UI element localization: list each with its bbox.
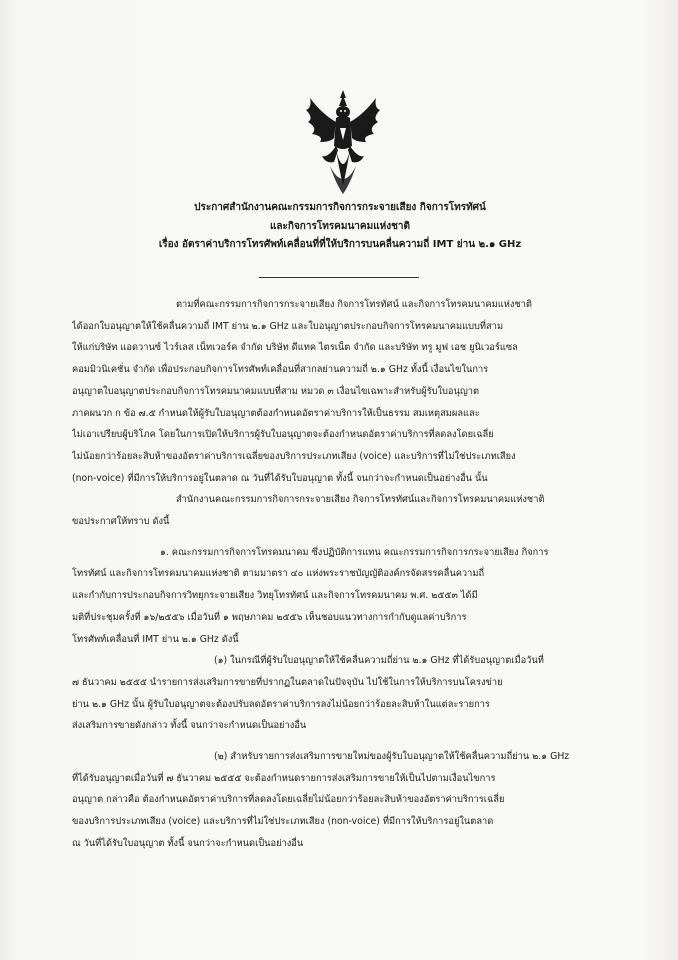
body-line: อนุญาต กล่าวคือ ต้องกำหนดอัตราค่าบริการที่ลดลงโดยเฉลี่ยไม่น้อยกว่าร้อยละสิบห้าของอัตราค่าบริการเฉลี่ย (72, 794, 505, 806)
body-line: ได้ออกใบอนุญาตให้ใช้คลื่นความถี่ IMT ย่าน ๒.๑ GHz และใบอนุญาตประกอบกิจการโทรคมนาคมแบบที่สาม (72, 320, 504, 332)
body-line: ณ วันที่ได้รับใบอนุญาต ทั้งนี้ จนกว่าจะกำหนดเป็นอย่างอื่น (72, 837, 304, 849)
body-line: ของบริการประเภทเสียง (voice) และบริการที่ไม่ใช่ประเภทเสียง (non-voice) ที่มีการให้บริการอยู่ในตลาด (72, 816, 494, 828)
body-line: สำนักงานคณะกรรมการกิจการกระจายเสียง กิจการโทรทัศน์และกิจการโทรคมนาคมแห่งชาติ (176, 494, 545, 506)
body-line: มติที่ประชุมครั้งที่ ๑๖/๒๕๕๖ เมื่อวันที่ ๑ พฤษภาคม ๒๕๕๖ เห็นชอบแนวทางการกำกับดูแลค่าบริการ (72, 611, 467, 623)
body-line: ขอประกาศให้ทราบ ดังนี้ (72, 516, 170, 528)
body-line: ไม่เอาเปรียบผู้บริโภค โดยในการเปิดให้บริการผู้รับใบอนุญาตจะต้องกำหนดอัตราค่าบริการที่ลดลงโดยเฉลี่ย (72, 429, 494, 441)
body-line: โทรทัศน์ และกิจการโทรคมนาคมแห่งชาติ ตามมาตรา ๔๐ แห่งพระราชบัญญัติองค์กรจัดสรรคลื่นความถี่ (72, 568, 485, 580)
heading-line-2: และกิจการโทรคมนาคมแห่งชาติ (269, 220, 411, 232)
heading-line-1: ประกาศสำนักงานคณะกรรมการกิจการกระจายเสียง กิจการโทรทัศน์ (194, 202, 486, 213)
body-line: (non-voice) ที่มีการให้บริการอยู่ในตลาด ณ วันที่ได้รับใบอนุญาต ทั้งนี้ จนกว่าจะกำหนดเป็นอย่างอื่น นั้น (72, 472, 488, 484)
body-line: ไม่น้อยกว่าร้อยละสิบห้าของอัตราค่าบริการเฉลี่ยของบริการประเภทเสียง (voice) และบริการที่ไม่ใช่ประเภทเสียง (72, 450, 516, 462)
document-body (72, 294, 620, 855)
body-line: และกำกับการประกอบกิจการวิทยุกระจายเสียง วิทยุโทรทัศน์ และกิจการโทรคมนาคม พ.ศ. ๒๕๕๓ ได้มี (72, 590, 478, 602)
body-line: (๒) สำหรับรายการส่งเสริมการขายใหม่ของผู้รับใบอนุญาตให้ใช้คลื่นความถี่ย่าน ๒.๑ GHz (214, 751, 570, 763)
body-line: อนุญาตใบอนุญาตประกอบกิจการโทรคมนาคมแบบที่สาม หมวด ๓ เงื่อนไขเฉพาะสำหรับผู้รับใบอนุญาต (72, 385, 480, 397)
announcement-heading (120, 199, 560, 255)
body-line: ส่งเสริมการขายดังกล่าว ทั้งนี้ จนกว่าจะกำหนดเป็นอย่างอื่น (72, 720, 307, 732)
body-line: ๗ ธันวาคม ๒๕๕๕ นำรายการส่งเสริมการขายที่ปรากฏในตลาดในปัจจุบัน ไปใช้ในการให้บริการบนโครงข่าย (72, 676, 503, 688)
body-line: ให้แก่บริษัท แอดวานซ์ ไวร์เลส เน็ทเวอร์ค จำกัด บริษัท ดีแทค ไตรเน็ต จำกัด และบริษัท ทรู มูฟ เอช ยูนิเวอร์แซล (72, 342, 518, 354)
body-line: โทรศัพท์เคลื่อนที่ IMT ย่าน ๒.๑ GHz ดังนี้ (72, 633, 239, 645)
heading-subject: เรื่อง อัตราค่าบริการโทรศัพท์เคลื่อนที่ที่ให้บริการบนคลื่นความถี่ IMT ย่าน ๒.๑ GHz (158, 239, 522, 250)
body-line: ภาคผนวก ก ข้อ ๗.๕ กำหนดให้ผู้รับใบอนุญาตต้องกำหนดอัตราค่าบริการให้เป็นธรรม สมเหตุสมผลและ (72, 407, 480, 419)
garuda-emblem-icon (300, 88, 386, 196)
body-line: ตามที่คณะกรรมการกิจการกระจายเสียง กิจการโทรทัศน์ และกิจการโทรคมนาคมแห่งชาติ (176, 299, 532, 310)
body-line: ที่ได้รับอนุญาตเมื่อวันที่ ๗ ธันวาคม ๒๕๕๕ จะต้องกำหนดรายการส่งเสริมการขายให้เป็นไปตามเงื่อนไขการ (72, 772, 496, 784)
heading-divider (259, 277, 419, 278)
body-line: (๑) ในกรณีที่ผู้รับใบอนุญาตให้ใช้คลื่นความถี่ย่าน ๒.๑ GHz ที่ได้รับอนุญาตเมื่อวันที่ (214, 655, 544, 667)
body-line: ย่าน ๒.๑ GHz นั้น ผู้รับใบอนุญาตจะต้องปรับลดอัตราค่าบริการลงไม่น้อยกว่าร้อยละสิบห้าในแต่ละรายการ (72, 698, 490, 710)
body-line: ๑. คณะกรรมการกิจการโทรคมนาคม ซึ่งปฏิบัติการแทน คณะกรรมการกิจการกระจายเสียง กิจการ (160, 546, 549, 558)
body-line: คอมมิวนิเคชั่น จำกัด เพื่อประกอบกิจการโทรศัพท์เคลื่อนที่สากลย่านความถี่ ๒.๑ GHz ทั้งนี้ เงื่อนไขในการ (72, 364, 489, 376)
